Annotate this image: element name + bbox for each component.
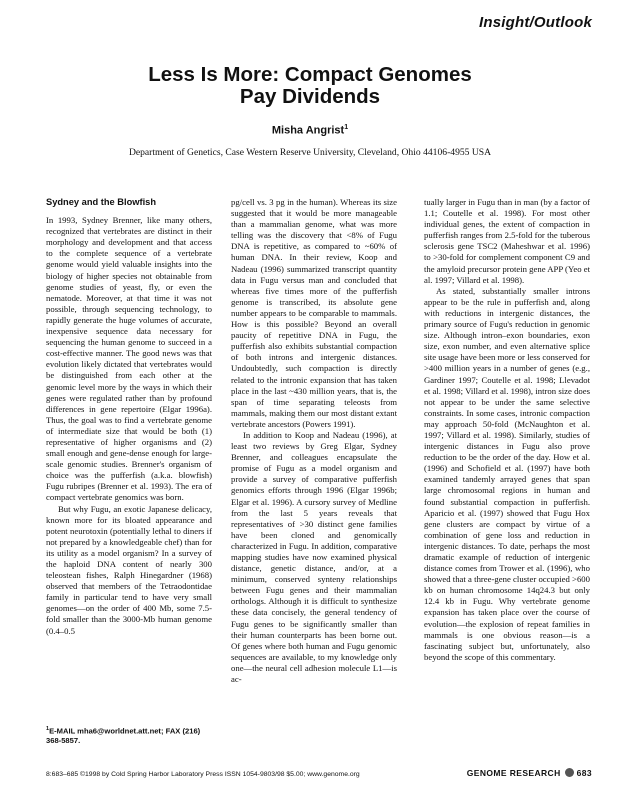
author-name: Misha Angrist — [271, 124, 345, 137]
footnote-text: E-MAIL mha6@worldnet.att.net; FAX (216) 368-5857. — [46, 726, 201, 745]
section-heading: Sydney and the Blowfish — [46, 197, 157, 207]
journal-name: GENOME RESEARCH — [466, 768, 561, 778]
footnote-mark: 1 — [46, 726, 50, 732]
section-label: Insight/Outlook — [479, 14, 592, 31]
paragraph: In 1993, Sydney Brenner, like many others, recognized that vertebrates are distinct in their morphology and development and that access to the complete sequence of a vertebrate genome would yield valuable insights into the biology of higher species not obtainable from genome studies of yeast, fly, or even the nematode. Moreover, at that time it was not possible, through sequencing technology, to rapidly generate the huge volumes of accurate, inexpensive sequence data necessary for sequencing the human genome to succeed in a cost-effective manner. The good news was that evolution likely dictated that vertebrates would be distinguished from each other at the genomic level more by the ways in which their genes were regulated rather than by profound differences in gene repertoire (Elgar 1996a). Thus, the goal was to find a vertebrate genome of intermediate size that would be both (1) representative of higher organisms and (2) small enough and gene-dense enough for large-scale genomic studies. Brenner's organism of choice was the pufferfish (a.k.a. blowfish) Fugu rubripes (Brenner et al. 1993). The era of compact vertebrate genomics was born. — [46, 215, 212, 503]
column-3 — [424, 197, 590, 663]
author — [0, 124, 620, 137]
article-title-line1: Less Is More: Compact Genomes — [148, 63, 472, 86]
page-number: 683 — [576, 768, 592, 778]
paragraph: But why Fugu, an exotic Japanese delicacy, known more for its bloated appearance and potent neurotoxin (potentially lethal to diners if not prepared by a knowledgeable chef) than for its utility as a model organism? In a survey of the haploid DNA content of nearly 300 teleostean fishes, Ralph Hinegardner (1968) observed that members of the Tetraodontidae family in particular tend to have very small genomes—on the order of 400 Mb, some 7.5-fold smaller than the 3000-Mb human genome (0.4–0.5 — [46, 503, 212, 636]
affiliation: Department of Genetics, Case Western Reserve University, Cleveland, Ohio 44106-4955 USA — [128, 147, 492, 158]
paragraph: In addition to Koop and Nadeau (1996), at least two reviews by Greg Elgar, Sydney Brenner, and colleagues encapsulate the promise of Fugu as a model organism and provide a survey of comparative pufferfish genomics efforts through 1996 (Elgar 1996b; Elgar et al. 1996). A cursory survey of Medline from the last 5 years reveals that representatives of >30 distinct gene families have been cloned and genomically characterized in Fugu. In addition, comparative mapping studies have now examined physical distance, genetic distance, and/or, at a minimum, conserved synteny relationships between Fugu genes and their mammalian orthologs. Although it is difficult to synthesize these data concisely, the general tendency of Fugu genes to be significantly smaller than their human counterparts has been borne out. Of genes where both human and Fugu genomic sequences are available, to my knowledge only one—the neural cell adhesion molecule L1—is ac- — [231, 429, 397, 685]
column-2 — [231, 197, 397, 685]
author-footnote — [46, 725, 212, 745]
article-title-line2: Pay Dividends — [239, 85, 381, 108]
article-title — [0, 64, 620, 108]
footer-journal — [467, 768, 592, 778]
footer-citation: 8:683–685 ©1998 by Cold Spring Harbor Laboratory Press ISSN 1054-9803/98 $5.00; www.genome.org — [46, 771, 360, 778]
author-footnote-mark: 1 — [344, 124, 349, 131]
journal-logo-icon — [565, 768, 574, 777]
paragraph: As stated, substantially smaller introns appear to be the rule in pufferfish and, along with reductions in intergenic distances, the primary source of Fugu's reduction in genomic size. Although intron–exon boundaries, exon size, exon number, and even alternative splice site usage have been more or less conserved for >400 million years in a number of genes (e.g., Gardiner 1997; Coutelle et al. 1998; Llevadot et al. 1998; Villard et al. 1998), intron size does not appear to be under the same selective constraints. In some cases, intronic compaction may approach 50-fold (McNaughton et al. 1997; Villard et al. 1998). Similarly, studies of intergenic distances in Fugu also prove reduction to be the order of the day. How et al. (1996) and Schofield et al. (1997) have both examined tandemly arrayed genes that span large chromosomal regions in human and found substantial compaction in pufferfish. Aparicio et al. (1997) showed that Fugu Hox gene clusters are compact by virtue of a combination of gene loss and reduction in intergenic distances. To date, perhaps the most dramatic example of reduction of intergenic distance comes from Trower et al. (1996), who showed that a three-gene cluster occupied >600 kb on human chromosome 14q24.3 but only 12.4 kb in Fugu. Why vertebrate genome expansion has taken place over the course of evolution—the explosion of repeat families in mammals is one obvious reason—is a fascinating subject but, unfortunately, also beyond the scope of this commentary. — [424, 285, 590, 662]
paragraph: tually larger in Fugu than in man (by a factor of 1.1; Coutelle et al. 1998). For most other individual genes, the extent of compaction in pufferfish ranges from 2.5-fold for the tuberous sclerosis gene TSC2 (Maheshwar et al. 1996) to >30-fold for complement component C9 and the amyloid precursor protein gene APP (Yeo et al. 1997; Villard et al. 1998). — [424, 197, 590, 285]
paragraph: pg/cell vs. 3 pg in the human). Whereas its size suggested that it would be more manageable than a mammalian genome, what was more telling was the discovery that <8% of Fugu DNA is repetitive, as compared to ~60% of human DNA. In their review, Koop and Nadeau (1996) summarized transcript quantity data in Fugu versus man and concluded that whereas five times more of the pufferfish genome is transcribed, its absolute gene number appears to be comparable to mammals. How is this possible? Beyond an overall paucity of repetitive DNA in Fugu, the pufferfish also exhibits substantial compaction of both introns and intergenic distances. Undoubtedly, such compaction is directly related to the intronic expansion that has taken place in the last ~430 million years, that is, the span of time separating teleosts from mammals, making them our most distant extant vertebrate ancestors (Powers 1991). — [231, 197, 397, 429]
column-1 — [46, 197, 212, 637]
